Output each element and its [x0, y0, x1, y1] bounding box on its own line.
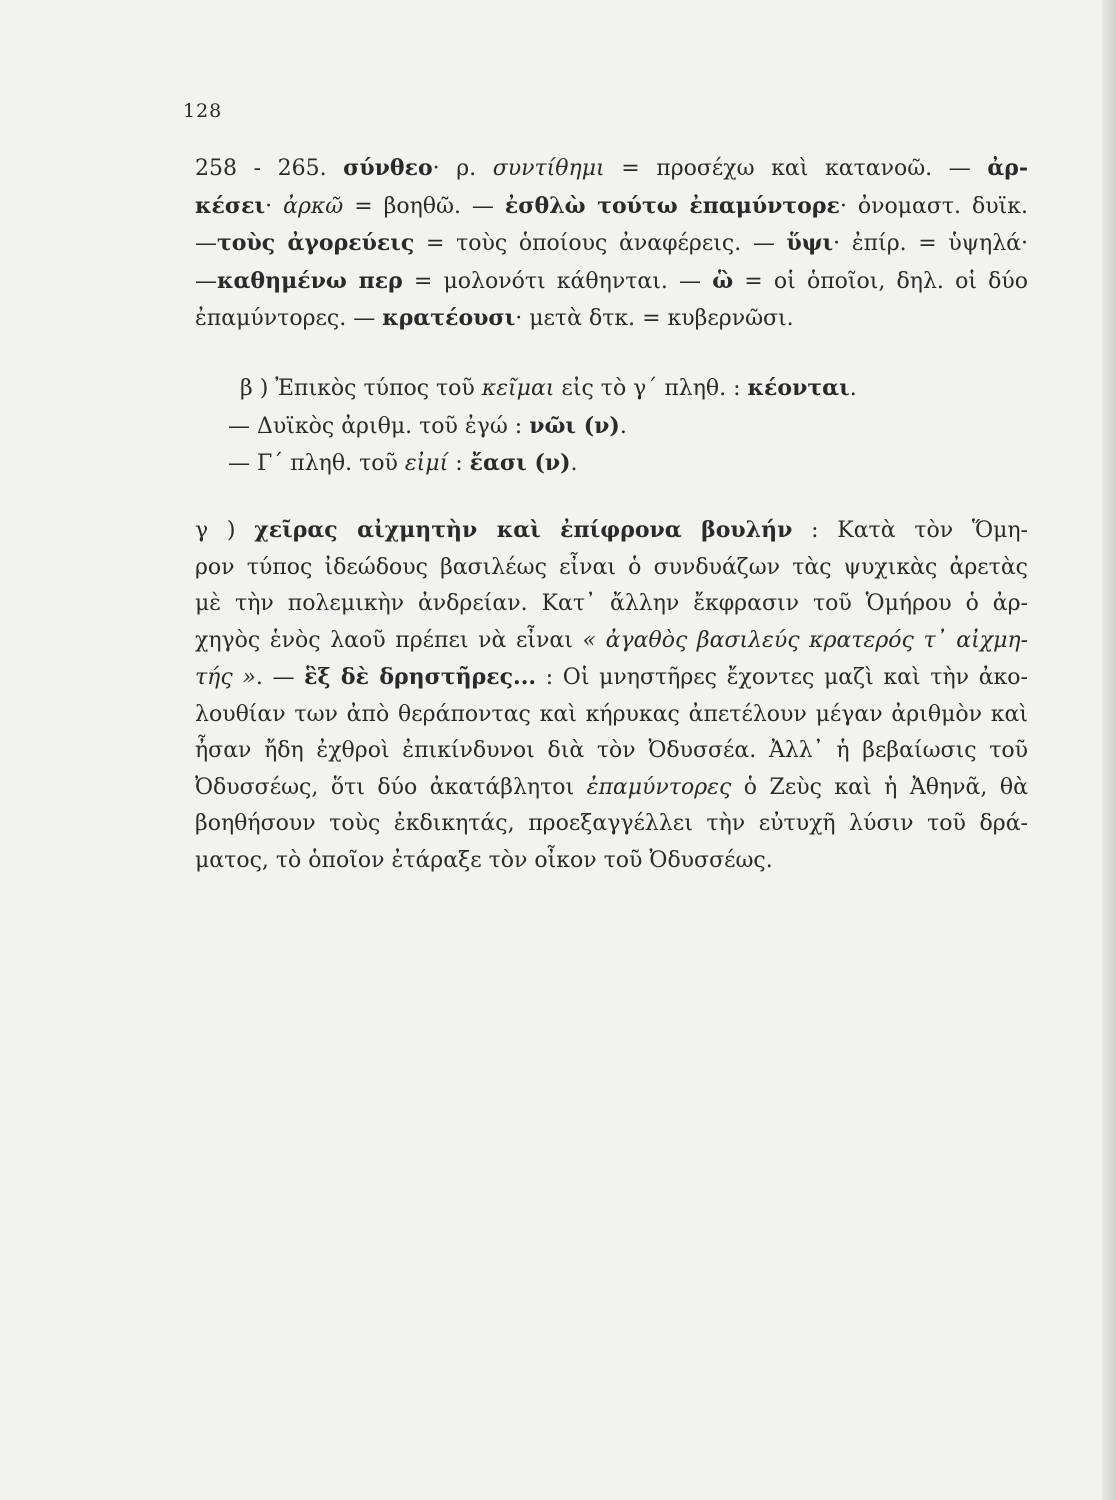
- text-run: —: [195, 231, 217, 256]
- text-line: [195, 770, 1028, 807]
- text-run: ·: [265, 193, 284, 219]
- text-run: εἰς τὸ γ΄ πληθ. :: [554, 376, 748, 401]
- text-run: Ὀδυσσέως, ὅτι δύο ἀκατάβλητοι: [195, 774, 587, 800]
- italic-term: ἐπαμύντορες: [586, 774, 732, 800]
- text-run: ματος, τὸ ὁποῖον ἐτάραξε τὸν οἶκον τοῦ Ὀδυσσέως.: [195, 847, 773, 873]
- bold-term: χεῖρας αἰχμητὴν καὶ ἐπίφρονα βουλήν: [254, 517, 793, 543]
- text-run: λουθίαν των ἀπὸ θεράποντας καὶ κήρυκας ἀπετέλουν μέγαν ἀριθμὸν καὶ: [195, 701, 1028, 727]
- text-run: = βοηθῶ. —: [343, 193, 505, 219]
- text-run: . —: [255, 665, 305, 690]
- text-run: μὲ τὴν πολεμικὴν ἀνδρείαν. Κατ᾽ ἄλλην ἔκφρασιν τοῦ Ὁμήρου ὁ ἀρ-: [195, 591, 1028, 616]
- text-line: [195, 733, 1028, 770]
- text-run: · ἐπίρ. = ὑψηλά·: [833, 231, 1029, 256]
- text-run: χηγὸς ἑνὸς λαοῦ πρέπει νὰ εἶναι: [195, 627, 583, 653]
- text-run: βοηθήσουν τοὺς ἐκδικητάς, προεξαγγέλλει τὴν εὐτυχῆ λύσιν τοῦ δρά-: [195, 811, 1028, 836]
- paragraph-commentary: [195, 512, 1028, 879]
- text-run: .: [570, 451, 578, 476]
- text-run: .: [619, 413, 627, 439]
- text-line: [195, 188, 1028, 226]
- text-line: [195, 300, 1028, 338]
- text-line: [195, 843, 1028, 880]
- italic-term: κεῖμαι: [481, 376, 555, 401]
- bold-term: κέονται: [747, 375, 850, 401]
- text-run: ὁ Ζεὺς καὶ ἡ Ἀθηνᾶ, θὰ: [731, 774, 1028, 800]
- text-run: = οἱ ὁποῖοι, δηλ. οἱ δύο: [733, 268, 1028, 294]
- text-line: [195, 586, 1028, 623]
- paragraph-grammar: [195, 370, 1028, 483]
- italic-term: συντίθημι: [492, 156, 605, 181]
- text-run: : Κατὰ τὸν Ὅμη-: [792, 518, 1028, 543]
- bold-term: ἀρ-: [987, 155, 1029, 181]
- text-run: —: [195, 268, 217, 294]
- text-run: :: [448, 451, 470, 476]
- italic-term: τής »: [195, 665, 256, 690]
- text-run: — Γ΄ πληθ. τοῦ: [228, 451, 405, 476]
- text-line: [195, 263, 1028, 301]
- text-line: [195, 150, 1028, 188]
- text-line: [195, 445, 1028, 483]
- bold-term: ὕψι: [786, 230, 834, 256]
- page-number: 128: [183, 100, 223, 122]
- text-run: 258 - 265.: [195, 156, 344, 181]
- text-run: γ ): [195, 518, 255, 543]
- text-line: [195, 550, 1028, 587]
- bold-term: ἐσθλὼ τούτω ἐπαμύντορε: [504, 192, 840, 219]
- text-run: = μολονότι κάθηνται. —: [402, 268, 713, 294]
- bold-term: ἔασι (ν): [469, 450, 571, 476]
- text-line: [195, 806, 1028, 843]
- text-run: ἐπαμύντορες. —: [195, 306, 383, 331]
- text-run: .: [849, 376, 857, 401]
- text-run: · μετὰ δτκ. = κυβερνῶσι.: [515, 306, 794, 331]
- text-line: [195, 225, 1028, 263]
- bold-term: καθημένω περ: [217, 267, 403, 294]
- text-line: [195, 408, 1028, 446]
- text-line: [195, 697, 1028, 734]
- text-line: [195, 623, 1028, 660]
- text-run: : Οἱ μνηστῆρες ἔχοντες μαζὶ καὶ τὴν ἀκο-: [536, 665, 1028, 690]
- text-run: · ρ.: [432, 156, 493, 181]
- text-run: β ) Ἐπικὸς τύπος τοῦ: [240, 376, 482, 401]
- italic-term: ἀρκῶ: [283, 193, 344, 219]
- bold-term: σύνθεο: [343, 155, 433, 181]
- text-run: ρον τύπος ἰδεώδους βασιλέως εἶναι ὁ συνδυάζων τὰς ψυχικὰς ἀρετὰς: [195, 554, 1028, 580]
- bold-term: τοὺς ἀγορεύεις: [217, 230, 415, 256]
- paragraph-vocabulary: [195, 150, 1028, 338]
- text-line: [195, 512, 1028, 550]
- italic-term: « ἀγαθὸς βασιλεύς κρατερός τ᾽ αἰχμη-: [582, 627, 1029, 653]
- text-run: · ὀνομαστ. δυϊκ.: [839, 193, 1028, 219]
- bold-term: νῶι (ν): [529, 412, 620, 439]
- text-line: [195, 370, 1028, 408]
- bold-term: ὣ: [712, 267, 734, 294]
- italic-term: εἰμί: [404, 451, 449, 476]
- text-run: = προσέχω καὶ κατανοῶ. —: [604, 156, 988, 181]
- page-edge: [1102, 0, 1116, 1500]
- bold-term: κρατέουσι: [382, 305, 516, 331]
- text-run: — Δυϊκὸς ἀριθμ. τοῦ ἐγώ :: [228, 413, 530, 439]
- bold-term: κέσει: [195, 192, 266, 219]
- bold-term: ἓξ δὲ δρηστῆρες...: [304, 664, 537, 690]
- text-line: [195, 659, 1028, 697]
- text-run: ἦσαν ἤδη ἐχθροὶ ἐπικίνδυνοι διὰ τὸν Ὀδυσσέα. Ἀλλ᾽ ἡ βεβαίωσις τοῦ: [195, 738, 1028, 763]
- text-run: = τοὺς ὁποίους ἀναφέρεις. —: [414, 231, 787, 256]
